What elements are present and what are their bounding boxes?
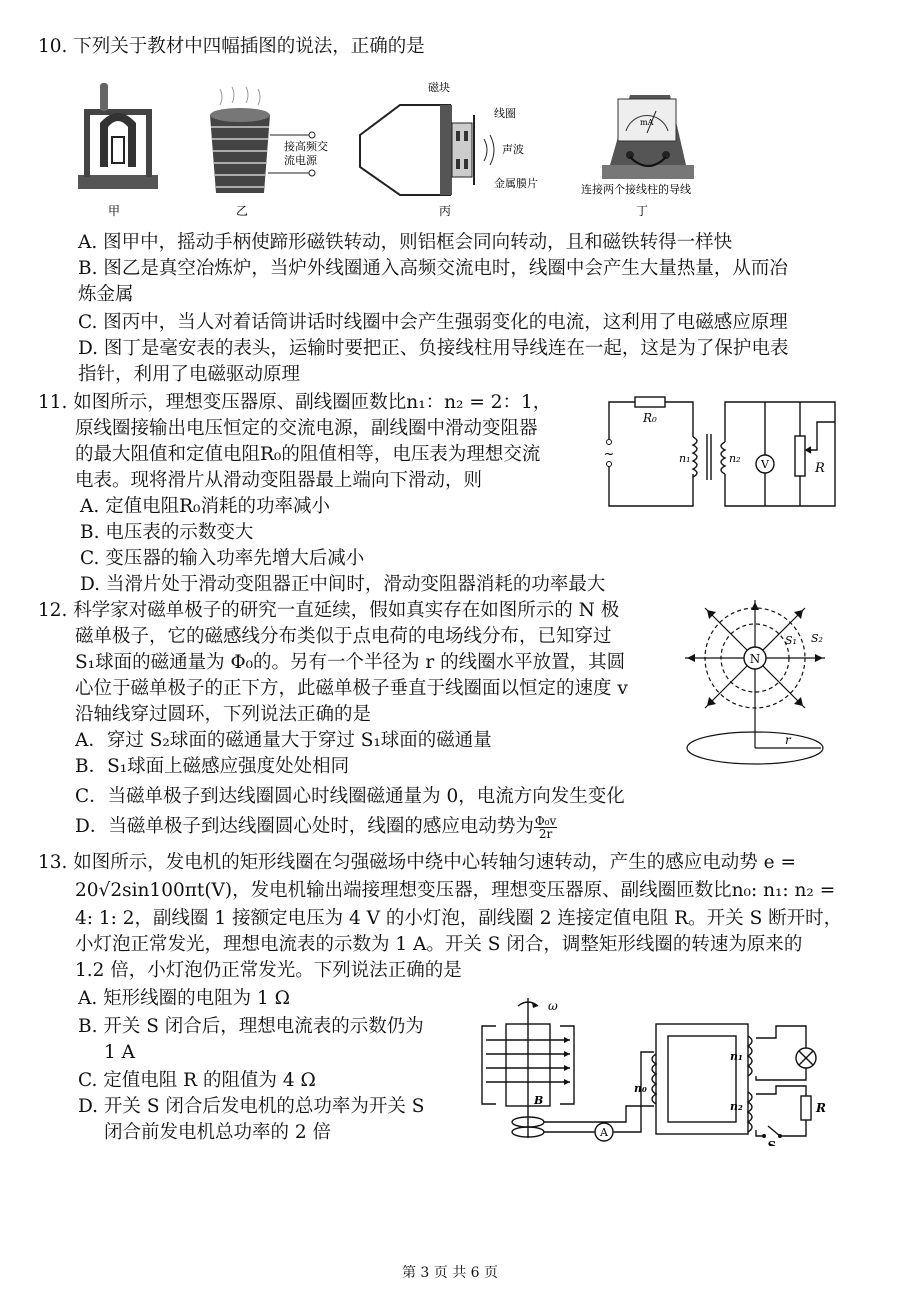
q12-line-4: 心位于磁单极子的正下方，此磁单极子垂直于线圈面以恒定的速度 v: [75, 678, 628, 699]
q13-label-n0: n₀: [634, 1082, 647, 1095]
q12-option-d-text: D．当磁单极子到达线圈圆心处时，线圈的感应电动势为: [75, 816, 534, 837]
q13-label-b: B: [534, 1094, 544, 1107]
q11-circuit: [595, 392, 845, 514]
bing-coil: 线圈: [494, 107, 516, 120]
q11-source-symbol: ~: [603, 447, 615, 462]
q10-stem: 10. 下列关于教材中四幅插图的说法，正确的是: [38, 36, 425, 57]
q12-line-2: 磁单极子，它的磁感线分布类似于点电荷的电场线分布，已知穿过: [75, 626, 612, 647]
fig-ding: [602, 95, 694, 179]
yi-note-2: 流电源: [284, 154, 317, 167]
q12-option-a: A．穿过 S₂球面的磁通量大于穿过 S₁球面的磁通量: [75, 730, 492, 751]
q12-line-5: 沿轴线穿过圆环，下列说法正确的是: [75, 704, 372, 725]
q13-line-2: 20√2sin100πt(V)，发电机输出端接理想变压器，理想变压器原、副线圈匝数比n₀: n₁: n₂ =: [75, 880, 836, 901]
q13-label-s: S: [767, 1139, 777, 1146]
q11-label-n1: n₁: [679, 452, 691, 465]
q11-option-a: A. 定值电阻R₀消耗的功率减小: [80, 496, 330, 517]
q13-label-n1: n₁: [730, 1050, 743, 1063]
q10-option-d-cont: 指针，利用了电磁驱动原理: [78, 364, 301, 385]
q13-option-d: D. 开关 S 闭合后发电机的总功率为开关 S: [78, 1096, 425, 1117]
q10-option-d: D. 图丁是毫安表的表头，运输时要把正、负接线柱用导线连在一起，这是为了保护电表: [78, 338, 789, 359]
q12-line-3: S₁球面的磁通量为 Φ₀的。另有一个半径为 r 的线圈水平放置，其圆: [75, 652, 626, 673]
q10-option-b-cont: 炼金属: [78, 284, 134, 305]
q12-label-s2: S₂: [811, 632, 823, 645]
q13-line-4: 小灯泡正常发光，理想电流表的示数为 1 A。开关 S 闭合，调整矩形线圈的转速为原来的: [75, 934, 803, 955]
label-ding: 丁: [635, 204, 649, 218]
label-bing: 丙: [438, 204, 452, 218]
q12-label-s1: S₁: [785, 634, 797, 647]
q12-monopole-n: N: [749, 652, 761, 666]
q12-option-d-fraction: [534, 815, 557, 840]
q10-option-c: C. 图丙中，当人对着话筒讲话时线圈中会产生强弱变化的电流，这利用了电磁感应原理: [78, 312, 788, 333]
q13-label-n2: n₂: [730, 1100, 743, 1113]
ding-caption: 连接两个接线柱的导线: [581, 183, 691, 196]
q13-ammeter: A: [600, 1126, 608, 1139]
q10-option-a: A. 图甲中，摇动手柄使蹄形磁铁转动，则铝框会同向转动，且和磁铁转得一样快: [78, 232, 733, 253]
bing-magnet: 磁块: [428, 81, 450, 94]
label-jia: 甲: [107, 204, 121, 218]
q11-line-4: 电表。现将滑片从滑动变阻器最上端向下滑动，则: [75, 470, 483, 491]
q10-figure: [70, 75, 730, 225]
q11-option-c: C. 变压器的输入功率先增大后减小: [80, 548, 365, 569]
q12-figure: [665, 598, 865, 766]
label-yi: 乙: [235, 204, 249, 218]
q11-option-d: D. 当滑片处于滑动变阻器正中间时，滑动变阻器消耗的功率最大: [80, 574, 606, 595]
fig-bing: [360, 105, 494, 195]
ding-meter-unit: mA: [640, 118, 654, 127]
q13-figure-svg: [476, 996, 836, 1146]
q11-label-r0: R₀: [643, 411, 657, 425]
q10-option-b: B. 图乙是真空冶炼炉，当炉外线圈通入高频交流电时，线圈中会产生大量热量，从而冶: [78, 258, 788, 279]
q11-circuit-svg: [595, 392, 845, 514]
q13-option-b: B. 开关 S 闭合后，理想电流表的示数仍为: [78, 1016, 424, 1037]
q12-option-c: C．当磁单极子到达线圈圆心时线圈磁通量为 0，电流方向发生变化: [75, 786, 625, 807]
q13-line-5: 1.2 倍，小灯泡仍正常发光。下列说法正确的是: [75, 960, 462, 981]
q11-option-b: B. 电压表的示数变大: [80, 522, 254, 543]
q12-figure-svg: [665, 598, 865, 766]
q10-figure-svg: [70, 75, 730, 225]
q13-option-c: C. 定值电阻 R 的阻值为 4 Ω: [78, 1070, 316, 1091]
fig-jia: [78, 83, 158, 189]
q13-line-3: 4: 1: 2，副线圈 1 接额定电压为 4 V 的小灯泡，副线圈 2 连接定值电阻 R。开关 S 断开时，: [75, 908, 843, 929]
q11-line-2: 原线圈接输出电压恒定的交流电源，副线圈中滑动变阻器: [75, 418, 538, 439]
q13-figure: [476, 996, 836, 1146]
q13-option-a: A. 矩形线圈的电阻为 1 Ω: [78, 988, 290, 1009]
q12-label-r: r: [785, 733, 791, 747]
q12-line-1: 12. 科学家对磁单极子的研究一直延续，假如真实存在如图所示的 N 极: [38, 600, 620, 621]
q12-option-b: B．S₁球面上磁感应强度处处相同: [75, 756, 350, 777]
yi-note-1: 接高频交: [284, 140, 328, 153]
bing-sound: 声波: [502, 143, 524, 156]
q11-label-r: R: [815, 461, 825, 476]
fraction-denominator: 2r: [538, 826, 553, 841]
q12-option-d: [75, 814, 557, 840]
fraction-numerator: Φ₀v: [534, 813, 557, 828]
q13-option-d-cont: 闭合前发电机总功率的 2 倍: [104, 1122, 332, 1143]
q11-line-1: 11. 如图所示，理想变压器原、副线圈匝数比n₁：n₂ = 2：1，: [38, 392, 552, 413]
q13-label-r: R: [816, 1101, 826, 1115]
q11-voltmeter: V: [761, 458, 769, 471]
q13-label-omega: ω: [548, 999, 558, 1013]
page-footer: 第 3 页 共 6 页: [401, 1265, 499, 1281]
q11-label-n2: n₂: [729, 452, 741, 465]
q11-line-3: 的最大阻值和定值电阻R₀的阻值相等，电压表为理想交流: [75, 444, 541, 465]
q13-line-1: 13. 如图所示，发电机的矩形线圈在匀强磁场中绕中心转轴匀速转动，产生的感应电动势 e =: [38, 852, 797, 873]
q13-option-b-cont: 1 A: [104, 1042, 136, 1063]
bing-film: 金属膜片: [494, 177, 538, 190]
